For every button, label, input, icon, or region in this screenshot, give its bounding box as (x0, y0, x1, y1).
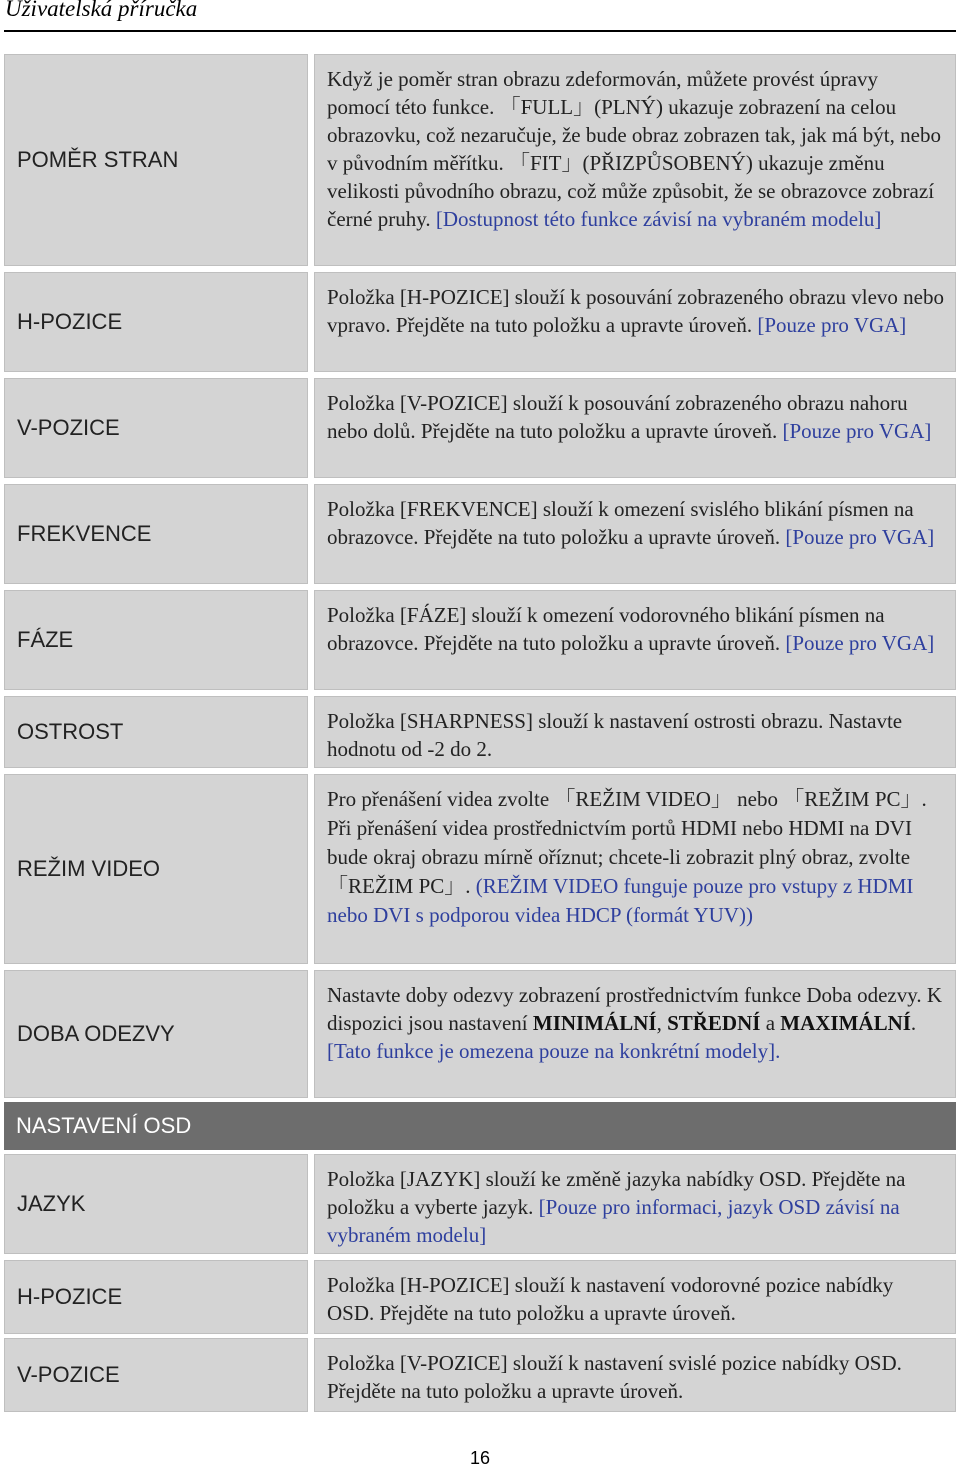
page-header (4, 0, 956, 32)
availability-note: [Pouze pro VGA] (782, 419, 932, 443)
description-cell (314, 378, 956, 478)
label-cell (4, 484, 308, 584)
label-cell (4, 54, 308, 266)
label-cell (4, 774, 308, 964)
row-description: Pro přenášení videa zvolte 「REŽIM VIDEO」 nebo 「REŽIM PC」. Při přenášení videa prostřednictvím portů HDMI nebo HDMI na DVI bude okraj obrazu mírně oříznut; chcete-li zobrazit plný obraz, zvolte 「REŽIM PC」. (REŽIM VIDEO funguje pouze pro vstupy z HDMI nebo DVI s podporou videa HDCP (formát YUV)) (327, 787, 927, 927)
table-row (4, 774, 956, 964)
table-row (4, 54, 956, 266)
description-cell (314, 1338, 956, 1412)
availability-note: [Pouze pro VGA] (785, 631, 935, 655)
section-title: NASTAVENÍ OSD (16, 1113, 192, 1138)
description-cell (314, 1154, 956, 1254)
row-description: Položka [SHARPNESS] slouží k nastavení ostrosti obrazu. Nastavte hodnotu od -2 do 2. (327, 709, 903, 761)
row-description: Nastavte doby odezvy zobrazení prostřednictvím funkce Doba odezvy. K dispozici jsou nastavení MINIMÁLNÍ, STŘEDNÍ a MAXIMÁLNÍ. [Tato funkce je omezena pouze na konkrétní modely]. (327, 983, 943, 1063)
table-row (4, 272, 956, 372)
table-row (4, 970, 956, 1098)
option-maximum: MAXIMÁLNÍ (780, 1011, 911, 1035)
label-cell (4, 1338, 308, 1412)
manual-title: Uživatelská příručka (5, 0, 198, 21)
availability-note: [Pouze pro VGA] (757, 313, 907, 337)
table-row (4, 696, 956, 768)
row-label-osd-h-position: H-POZICE (17, 1284, 123, 1309)
row-label-aspect-ratio: POMĚR STRAN (17, 147, 179, 172)
label-cell (4, 590, 308, 690)
availability-note: [Tato funkce je omezena pouze na konkrétní modely]. (327, 1039, 781, 1063)
row-description: Položka [V-POZICE] slouží k nastavení svislé pozice nabídky OSD. Přejděte na tuto položku a upravte úroveň. (327, 1351, 902, 1403)
row-description: Položka [JAZYK] slouží ke změně jazyka nabídky OSD. Přejděte na položku a vyberte jazyk. [Pouze pro informaci, jazyk OSD závisí na vybraném modelu] (327, 1167, 906, 1247)
table-row (4, 590, 956, 690)
table-row (4, 484, 956, 584)
table-row (4, 1260, 956, 1334)
table-row (4, 1154, 956, 1254)
row-label-phase: FÁZE (17, 627, 74, 652)
description-cell (314, 590, 956, 690)
section-header (4, 1102, 956, 1150)
table-row (4, 378, 956, 478)
label-cell (4, 696, 308, 768)
label-cell (4, 378, 308, 478)
availability-note: [Pouze pro VGA] (785, 525, 935, 549)
option-medium: STŘEDNÍ (667, 1011, 761, 1035)
label-cell (4, 272, 308, 372)
row-label-frequency: FREKVENCE (17, 521, 152, 546)
description-cell (314, 970, 956, 1098)
option-minimum: MINIMÁLNÍ (532, 1011, 657, 1035)
description-cell (314, 1260, 956, 1334)
page-number: 16 (469, 1448, 491, 1468)
row-description: Když je poměr stran obrazu zdeformován, můžete provést úpravy pomocí této funkce. 「FULL」(PLNÝ) ukazuje zobrazení na celou obrazovku, což nezaručuje, že bude obraz zobrazen tak, jak má být, nebo v původním měřítku. 「FIT」(PŘIZPŮSOBENÝ) ukazuje změnu velikosti původního obrazu, což může způsobit, že se obrazovce zobrazí černé pruhy. [Dostupnost této funkce závisí na vybraném modelu] (327, 67, 941, 231)
row-label-response-time: DOBA ODEZVY (17, 1021, 175, 1046)
description-cell (314, 272, 956, 372)
row-label-sharpness: OSTROST (17, 719, 124, 744)
description-cell (314, 54, 956, 266)
row-description: Položka [FREKVENCE] slouží k omezení svislého blikání písmen na obrazovce. Přejděte na tuto položku a upravte úroveň. [Pouze pro VGA] (327, 497, 935, 549)
description-cell (314, 484, 956, 584)
description-cell (314, 696, 956, 768)
row-label-osd-v-position: V-POZICE (17, 1362, 120, 1387)
table-row (4, 1338, 956, 1412)
row-label-v-position: V-POZICE (17, 415, 120, 440)
row-description: Položka [H-POZICE] slouží k nastavení vodorovné pozice nabídky OSD. Přejděte na tuto položku a upravte úroveň. (327, 1273, 894, 1325)
availability-note: [Dostupnost této funkce závisí na vybraném modelu] (435, 207, 882, 231)
label-cell (4, 970, 308, 1098)
row-label-video-mode: REŽIM VIDEO (17, 856, 161, 881)
row-description: Položka [FÁZE] slouží k omezení vodorovného blikání písmen na obrazovce. Přejděte na tuto položku a upravte úroveň. [Pouze pro VGA] (327, 603, 935, 655)
availability-note: (REŽIM VIDEO funguje pouze pro vstupy z HDMI nebo DVI s podporou videa HDCP (formát YUV)) (327, 874, 914, 927)
label-cell (4, 1154, 308, 1254)
availability-note: [Pouze pro informaci, jazyk OSD závisí na vybraném modelu] (327, 1195, 900, 1247)
row-label-h-position: H-POZICE (17, 309, 123, 334)
description-cell (314, 774, 956, 964)
label-cell (4, 1260, 308, 1334)
row-label-language: JAZYK (17, 1191, 86, 1216)
row-description: Položka [H-POZICE] slouží k posouvání zobrazeného obrazu vlevo nebo vpravo. Přejděte na tuto položku a upravte úroveň. [Pouze pro VGA] (327, 285, 944, 337)
row-description: Položka [V-POZICE] slouží k posouvání zobrazeného obrazu nahoru nebo dolů. Přejděte na tuto položku a upravte úroveň. [Pouze pro VGA] (327, 391, 932, 443)
